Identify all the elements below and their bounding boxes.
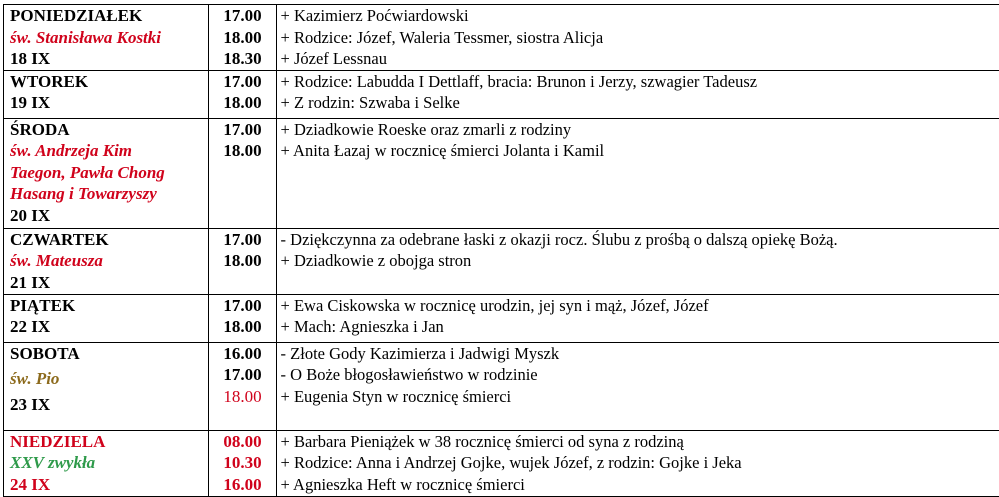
intentions-cell [276, 118, 999, 228]
schedule-row-tuesday [4, 70, 999, 118]
mass-time: 08.00 [209, 431, 275, 453]
saint-name: Hasang i Towarzyszy [10, 183, 208, 205]
intentions-cell [276, 342, 999, 430]
intention-text: - O Boże błogosławieństwo w rodzinie [281, 364, 999, 386]
schedule-row-saturday [4, 342, 999, 430]
mass-time: 17.00 [209, 71, 275, 93]
times-cell [209, 70, 276, 118]
saint-name: św. Mateusza [10, 250, 208, 272]
day-name: WTOREK [10, 71, 208, 93]
day-date: 18 IX [10, 48, 208, 70]
day-cell [4, 70, 209, 118]
schedule-row-thursday [4, 228, 999, 294]
day-name: PIĄTEK [10, 295, 208, 317]
mass-time: 17.00 [209, 295, 275, 317]
mass-time: 18.00 [209, 386, 275, 408]
mass-time: 18.00 [209, 27, 275, 49]
intention-text: + Dziadkowie z obojga stron [281, 250, 999, 272]
day-date: 21 IX [10, 272, 208, 294]
schedule-row-friday [4, 294, 999, 342]
day-name: NIEDZIELA [10, 431, 208, 453]
intentions-cell [276, 294, 999, 342]
mass-time: 18.30 [209, 48, 275, 70]
day-date: 23 IX [10, 394, 208, 416]
times-cell [209, 342, 276, 430]
day-name: PONIEDZIAŁEK [10, 5, 208, 27]
day-cell [4, 430, 209, 496]
day-name: CZWARTEK [10, 229, 208, 251]
schedule-row-sunday [4, 430, 999, 496]
intention-text: + Rodzice: Anna i Andrzej Gojke, wujek Józef, z rodzin: Gojke i Jeka [281, 452, 999, 474]
saint-name: XXV zwykła [10, 452, 208, 474]
intentions-cell [276, 228, 999, 294]
intention-text: - Dziękczynna za odebrane łaski z okazji rocz. Ślubu z prośbą o dalszą opiekę Bożą. [281, 229, 999, 251]
times-cell [209, 228, 276, 294]
mass-time: 18.00 [209, 316, 275, 338]
day-date: 19 IX [10, 92, 208, 114]
mass-time: 10.30 [209, 452, 275, 474]
schedule-row-monday [4, 5, 999, 71]
intention-text: + Anita Łazaj w rocznicę śmierci Jolanta i Kamil [281, 140, 999, 162]
intention-text: + Z rodzin: Szwaba i Selke [281, 92, 999, 114]
intentions-cell [276, 5, 999, 71]
times-cell [209, 118, 276, 228]
saint-name: św. Andrzeja Kim [10, 140, 208, 162]
day-cell [4, 342, 209, 430]
intention-text: + Mach: Agnieszka i Jan [281, 316, 999, 338]
mass-time: 17.00 [209, 229, 275, 251]
intention-text: + Rodzice: Labudda I Dettlaff, bracia: Brunon i Jerzy, szwagier Tadeusz [281, 71, 999, 93]
intention-text: + Rodzice: Józef, Waleria Tessmer, siostra Alicja [281, 27, 999, 49]
intention-text: + Barbara Pieniążek w 38 rocznicę śmierci od syna z rodziną [281, 431, 999, 453]
day-name: SOBOTA [10, 343, 208, 365]
intention-text: + Kazimierz Poćwiardowski [281, 5, 999, 27]
mass-time: 17.00 [209, 364, 275, 386]
day-cell [4, 5, 209, 71]
mass-time: 17.00 [209, 5, 275, 27]
day-date: 22 IX [10, 316, 208, 338]
mass-schedule-table [3, 4, 999, 497]
mass-time: 17.00 [209, 119, 275, 141]
mass-time: 18.00 [209, 250, 275, 272]
intentions-cell [276, 430, 999, 496]
day-cell [4, 294, 209, 342]
day-date: 24 IX [10, 474, 208, 496]
day-cell [4, 118, 209, 228]
intentions-cell [276, 70, 999, 118]
day-cell [4, 228, 209, 294]
saint-name: św. Stanisława Kostki [10, 27, 208, 49]
saint-name: Taegon, Pawła Chong [10, 162, 208, 184]
mass-time: 18.00 [209, 92, 275, 114]
schedule-row-wednesday [4, 118, 999, 228]
times-cell [209, 294, 276, 342]
times-cell [209, 5, 276, 71]
intention-text: + Eugenia Styn w rocznicę śmierci [281, 386, 999, 408]
mass-time: 16.00 [209, 474, 275, 496]
intention-text: + Józef Lessnau [281, 48, 999, 70]
intention-text: + Dziadkowie Roeske oraz zmarli z rodziny [281, 119, 999, 141]
day-name: ŚRODA [10, 119, 208, 141]
intention-text: - Złote Gody Kazimierza i Jadwigi Myszk [281, 343, 999, 365]
mass-time: 18.00 [209, 140, 275, 162]
intention-text: + Ewa Ciskowska w rocznicę urodzin, jej syn i mąż, Józef, Józef [281, 295, 999, 317]
day-date: 20 IX [10, 205, 208, 227]
saint-name: św. Pio [10, 368, 208, 390]
intention-text: + Agnieszka Heft w rocznicę śmierci [281, 474, 999, 496]
mass-time: 16.00 [209, 343, 275, 365]
times-cell [209, 430, 276, 496]
